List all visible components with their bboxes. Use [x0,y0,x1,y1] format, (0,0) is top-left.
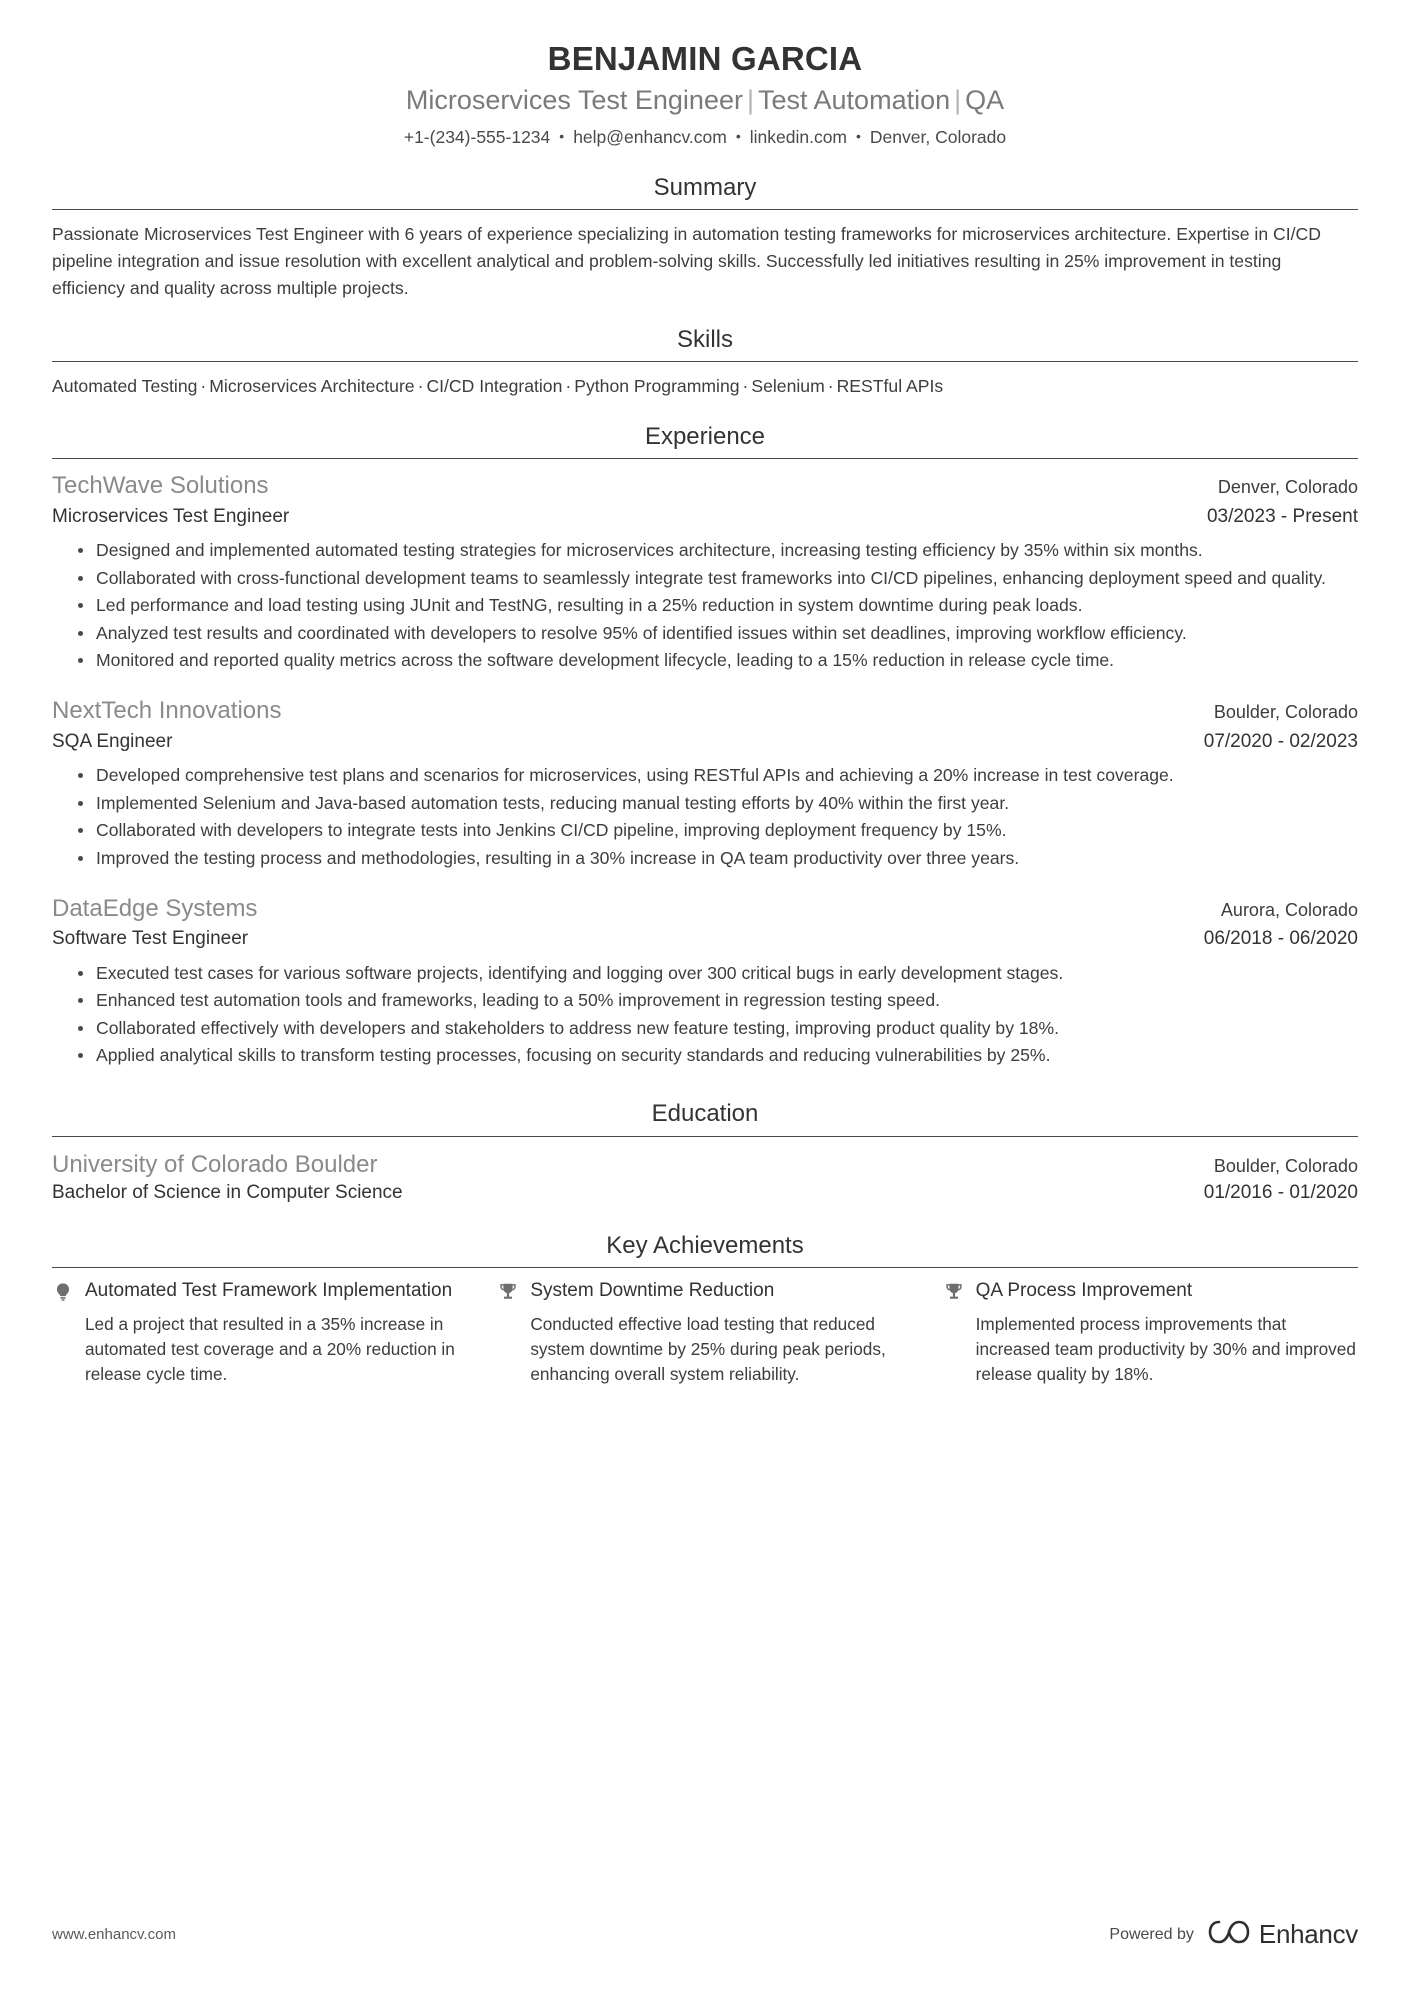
header-subtitle-part-3: QA [965,85,1005,116]
subtitle-separator-icon: | [746,85,754,116]
company-name: NextTech Innovations [52,697,282,725]
job-bullet: Collaborated with developers to integrate tests into Jenkins CI/CD pipeline, improving deployment frequency by 15%. [78,817,1358,843]
achievement-item [52,1279,467,1387]
education-entry-subheader [52,1182,1358,1204]
job-bullet: Monitored and reported quality metrics across the software development lifecycle, leading to a 15% reduction in release cycle time. [78,647,1358,673]
job-bullet: Collaborated effectively with developers and stakeholders to address new feature testing, improving product quality by 18%. [78,1015,1358,1041]
section-achievements [52,1230,1358,1387]
experience-entry-header [52,893,1358,925]
header-subtitle-part-2: Test Automation [758,85,951,116]
job-location: Denver, Colorado [1217,477,1358,498]
achievement-header [943,1279,1358,1305]
trophy-icon [943,1281,965,1305]
job-bullet: Led performance and load testing using JUnit and TestNG, resulting in a 25% reduction in system downtime during peak loads. [78,592,1358,618]
contact-phone: +1-(234)-555-1234 [403,127,551,148]
skill-item: CI/CD Integration [426,375,563,396]
summary-text: Passionate Microservices Test Engineer with 6 years of experience specializing in automation testing frameworks for microservices architecture. Expertise in CI/CD pipeline integration and issue resolution with excellent analytical and problem-solving skills. Successfully led initiatives resulting in 25% improvement in testing efficiency and quality across multiple projects. [52,224,1321,298]
resume-header [52,0,1358,150]
company-name: TechWave Solutions [52,472,269,500]
achievement-description: Led a project that resulted in a 35% increase in automated test coverage and a 20% reduction in release cycle time. [85,1314,455,1385]
enhancv-logo [1208,1918,1358,1951]
section-divider [52,209,1358,210]
experience-entry-subheader [52,926,1358,953]
job-bullet: Executed test cases for various software projects, identifying and logging over 300 critical bugs in early development stages. [78,960,1358,986]
job-title: Microservices Test Engineer [52,505,290,527]
experience-entry-subheader [52,504,1358,531]
skill-separator-icon: · [827,375,834,396]
achievement-item [943,1279,1358,1387]
job-bullet-list [52,960,1358,1069]
contact-email[interactable]: help@enhancv.com [573,127,727,148]
section-divider [52,361,1358,362]
section-education [52,1098,1358,1204]
job-title: SQA Engineer [52,730,173,752]
job-bullet-list [52,537,1358,673]
job-bullet: Enhanced test automation tools and frameworks, leading to a 50% improvement in regression testing speed. [78,987,1358,1013]
achievement-header [52,1279,467,1305]
job-bullet: Applied analytical skills to transform testing processes, focusing on security standards and reducing vulnerabilities by 25%. [78,1042,1358,1068]
contact-linkedin[interactable]: linkedin.com [749,127,848,148]
contact-separator-icon: • [559,128,565,145]
skill-item: Automated Testing [52,375,198,396]
skill-item: Selenium [751,375,825,396]
skills-list [52,373,1358,399]
experience-entry [52,893,1358,1069]
degree-name: Bachelor of Science in Computer Science [52,1182,403,1204]
job-location: Aurora, Colorado [1220,899,1358,920]
achievement-description: Implemented process improvements that increased team productivity by 30% and improved release quality by 18%. [975,1314,1356,1385]
achievement-description: Conducted effective load testing that reduced system downtime by 25% during peak periods, enhancing overall system reliability. [530,1314,886,1385]
achievement-item [497,1279,912,1387]
contact-location: Denver, Colorado [869,127,1007,148]
footer-branding [1109,1918,1358,1951]
job-bullet: Collaborated with cross-functional development teams to seamlessly integrate test frameworks into CI/CD pipelines, enhancing deployment speed and quality. [78,565,1358,591]
section-summary [52,172,1358,301]
header-subtitle-part-1: Microservices Test Engineer [405,85,743,116]
skill-separator-icon: · [565,375,572,396]
school-location: Boulder, Colorado [1213,1155,1358,1176]
contact-line [52,124,1358,150]
section-divider [52,1267,1358,1268]
page-title: BENJAMIN GARCIA [547,40,863,77]
job-bullet: Developed comprehensive test plans and scenarios for microservices, using RESTful APIs and achieving a 20% increase in test coverage. [78,762,1358,788]
education-list [52,1148,1358,1205]
experience-entry-subheader [52,729,1358,756]
experience-entry [52,470,1358,673]
experience-entry-header [52,470,1358,502]
job-title: Software Test Engineer [52,928,249,950]
job-bullet: Analyzed test results and coordinated with developers to resolve 95% of identified issues within set deadlines, improving workflow efficiency. [78,620,1358,646]
contact-separator-icon: • [735,128,741,145]
skill-item: Python Programming [574,375,740,396]
job-dates: 07/2020 - 02/2023 [1203,730,1358,752]
skill-item: Microservices Architecture [209,375,415,396]
job-dates: 03/2023 - Present [1206,505,1358,527]
achievements-grid [52,1279,1358,1387]
page-footer [52,1918,1358,1951]
school-name: University of Colorado Boulder [52,1150,378,1178]
section-title-summary: Summary [653,174,757,202]
section-title-experience: Experience [644,423,766,451]
skill-item: RESTful APIs [836,375,944,396]
experience-entry-header [52,695,1358,727]
skill-separator-icon: · [742,375,749,396]
section-skills [52,324,1358,400]
contact-separator-icon: • [856,128,861,145]
enhancv-wordmark: Enhancv [1258,1919,1358,1949]
subtitle-separator-icon: | [954,85,962,116]
achievement-title: Automated Test Framework Implementation [85,1280,453,1302]
section-title-achievements: Key Achievements [606,1232,804,1260]
lightbulb-icon [52,1281,74,1305]
experience-entry [52,695,1358,871]
job-bullet: Designed and implemented automated testing strategies for microservices architecture, increasing testing efficiency by 35% within six months. [78,537,1358,563]
section-experience [52,421,1358,1068]
education-entry [52,1148,1358,1205]
section-title-skills: Skills [676,325,733,353]
experience-list [52,470,1358,1068]
trophy-icon [497,1281,519,1305]
company-name: DataEdge Systems [52,894,258,922]
footer-url[interactable]: www.enhancv.com [52,1926,176,1943]
skill-separator-icon: · [200,375,207,396]
job-bullet: Improved the testing process and methodologies, resulting in a 30% increase in QA team productivity over three years. [78,845,1358,871]
enhancv-mark-icon [1208,1918,1250,1951]
job-dates: 06/2018 - 06/2020 [1203,928,1358,950]
skill-separator-icon: · [417,375,424,396]
achievement-header [497,1279,912,1305]
achievement-title: System Downtime Reduction [530,1280,775,1302]
achievement-title: QA Process Improvement [975,1280,1193,1302]
job-location: Boulder, Colorado [1213,702,1358,723]
section-title-education: Education [651,1100,759,1128]
section-divider [52,1136,1358,1137]
education-entry-header [52,1148,1358,1182]
job-bullet: Implemented Selenium and Java-based automation tests, reducing manual testing efforts by 40% within the first year. [78,790,1358,816]
footer-powered-by: Powered by [1109,1925,1194,1943]
header-subtitle [52,82,1358,120]
section-divider [52,458,1358,459]
education-dates: 01/2016 - 01/2020 [1203,1182,1358,1204]
job-bullet-list [52,762,1358,871]
